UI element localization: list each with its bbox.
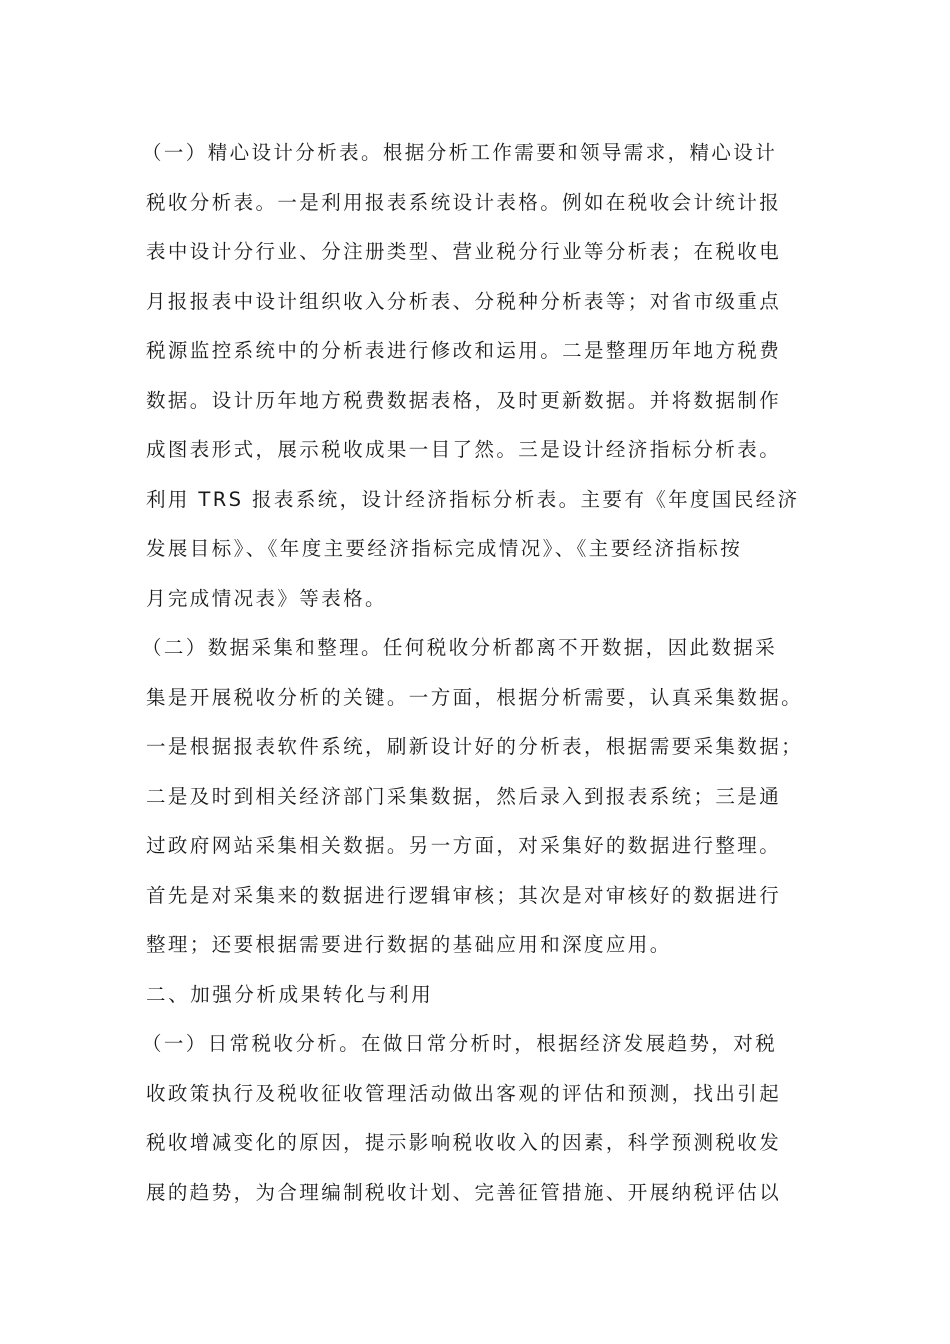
paragraph-line: 税收分析表。一是利用报表系统设计表格。例如在税收会计统计报 bbox=[146, 190, 782, 214]
paragraph-line: 二是及时到相关经济部门采集数据，然后录入到报表系统；三是通 bbox=[146, 784, 782, 808]
paragraph-line: 月完成情况表》等表格。 bbox=[146, 586, 387, 610]
paragraph-line: 成图表形式，展示税收成果一目了然。三是设计经济指标分析表。 bbox=[146, 438, 782, 461]
paragraph-line: 数据。设计历年地方税费数据表格，及时更新数据。并将数据制作 bbox=[146, 388, 782, 412]
paragraph-line: 首先是对采集来的数据进行逻辑审核；其次是对审核好的数据进行 bbox=[146, 883, 782, 907]
paragraph-line: （一）精心设计分析表。根据分析工作需要和领导需求，精心设计 bbox=[142, 141, 778, 164]
paragraph-line: 展的趋势，为合理编制税收计划、完善征管措施、开展纳税评估以 bbox=[146, 1180, 782, 1204]
paragraph-line: 税收增减变化的原因，提示影响税收收入的因素，科学预测税收发 bbox=[146, 1131, 782, 1154]
paragraph-line: 发展目标》、《年度主要经济指标完成情况》、《主要经济指标按 bbox=[146, 537, 743, 560]
paragraph-line: （二）数据采集和整理。任何税收分析都离不开数据，因此数据采 bbox=[142, 636, 778, 659]
paragraph-line: 一是根据报表软件系统，刷新设计好的分析表，根据需要采集数据； bbox=[146, 735, 804, 758]
paragraph-line: 集是开展税收分析的关键。一方面，根据分析需要，认真采集数据。 bbox=[146, 685, 804, 709]
paragraph-line: 税源监控系统中的分析表进行修改和运用。二是整理历年地方税费 bbox=[146, 339, 782, 362]
paragraph-line: 收政策执行及税收征收管理活动做出客观的评估和预测，找出引起 bbox=[146, 1081, 782, 1105]
paragraph-line: 利用 TRS 报表系统，设计经济指标分析表。主要有《年度国民经济 bbox=[146, 487, 800, 511]
paragraph-line: （一）日常税收分析。在做日常分析时，根据经济发展趋势，对税 bbox=[142, 1032, 778, 1055]
section-heading: 二、加强分析成果转化与利用 bbox=[146, 982, 434, 1006]
paragraph-line: 整理；还要根据需要进行数据的基础应用和深度应用。 bbox=[146, 933, 672, 956]
paragraph-line: 过政府网站采集相关数据。另一方面，对采集好的数据进行整理。 bbox=[146, 834, 782, 857]
paragraph-line: 表中设计分行业、分注册类型、营业税分行业等分析表；在税收电 bbox=[146, 240, 782, 263]
paragraph-line: 月报报表中设计组织收入分析表、分税种分析表等；对省市级重点 bbox=[146, 289, 782, 313]
document-body bbox=[142, 128, 826, 1217]
